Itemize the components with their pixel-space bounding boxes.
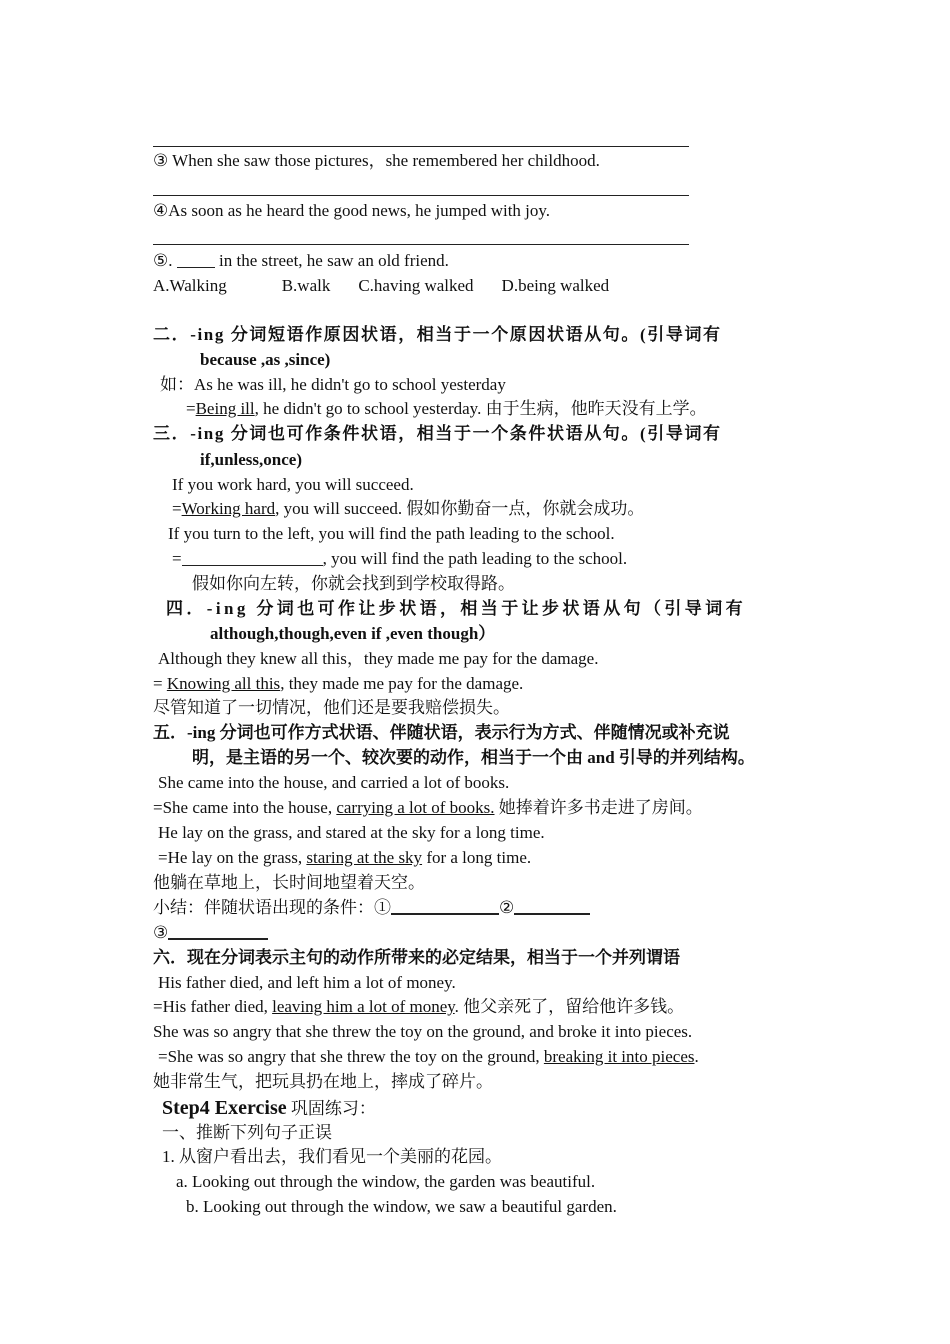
- section-5-heading: 五．-ing 分词也可作方式状语、伴随状语，表示行为方式、伴随情况或补充说: [153, 723, 730, 742]
- s3-example-1: If you work hard, you will succeed.: [172, 475, 414, 494]
- section-2-heading-cont: because ,as ,since): [200, 350, 331, 369]
- summary-blank-1[interactable]: [391, 897, 499, 915]
- section-2-heading: 二．-ing 分词短语作原因状语，相当于一个原因状语从句。(引导词有: [153, 325, 722, 344]
- answer-line[interactable]: [153, 146, 689, 147]
- s3-blank[interactable]: [182, 549, 323, 566]
- exercise-subheading: 一、推断下列句子正误: [162, 1123, 332, 1142]
- s4-example: Although they knew all this，they made me pay for the damage.: [158, 649, 599, 668]
- option-c: C.having walked: [358, 276, 474, 295]
- exercise-q1: 1. 从窗户看出去，我们看见一个美丽的花园。: [162, 1147, 502, 1166]
- section-6-heading: 六．现在分词表示主句的动作所带来的必定结果，相当于一个并列谓语: [153, 948, 680, 967]
- section-4-heading-cont: although,though,even if ,even though）: [210, 624, 496, 643]
- practice-q4: ④As soon as he heard the good news, he jumped with joy.: [153, 201, 551, 220]
- s3-equivalent-1: =Working hard, you will succeed. 假如你勤奋一点，你就会成功。: [172, 499, 645, 518]
- s6-example-1: His father died, and left him a lot of money.: [158, 973, 456, 992]
- exercise-q1-a: a. Looking out through the window, the garden was beautiful.: [176, 1172, 596, 1191]
- s5-summary-3: ③: [153, 922, 268, 944]
- option-a: A.Walking: [153, 276, 227, 295]
- s2-example: 如：As he was ill, he didn't go to school yesterday: [160, 375, 506, 394]
- summary-blank-3[interactable]: [168, 922, 268, 940]
- section-5-heading-cont: 明，是主语的另一个、较次要的动作，相当于一个由 and 引导的并列结构。: [192, 748, 755, 767]
- answer-line[interactable]: [153, 195, 689, 196]
- s4-equivalent: = Knowing all this, they made me pay for the damage.: [153, 674, 524, 693]
- s5-equivalent-1: =She came into the house, carrying a lot of books. 她捧着许多书走进了房间。: [153, 798, 703, 817]
- option-b: B.walk: [281, 276, 331, 295]
- s6-example-2: She was so angry that she threw the toy on the ground, and broke it into pieces.: [153, 1022, 693, 1041]
- option-d: D.being walked: [501, 276, 610, 295]
- s3-example-2: If you turn to the left, you will find the path leading to the school.: [168, 524, 615, 543]
- s5-example-2: He lay on the grass, and stared at the sky for a long time.: [158, 823, 545, 842]
- summary-blank-2[interactable]: [514, 897, 590, 915]
- exercise-q1-b: b. Looking out through the window, we saw a beautiful garden.: [186, 1197, 617, 1216]
- s3-translation: 假如你向左转，你就会找到到学校取得路。: [192, 574, 515, 593]
- s5-example-1: She came into the house, and carried a lot of books.: [158, 773, 510, 792]
- s5-translation: 他躺在草地上，长时间地望着天空。: [153, 873, 425, 892]
- practice-options: [153, 275, 609, 297]
- section-3-heading-cont: if,unless,once): [200, 450, 302, 469]
- s6-equivalent-2: =She was so angry that she threw the toy on the ground, breaking it into pieces.: [158, 1047, 699, 1066]
- s6-translation: 她非常生气，把玩具扔在地上，摔成了碎片。: [153, 1072, 493, 1091]
- section-4-heading: 四．-ing 分词也可作让步状语，相当于让步状语从句（引导词有: [166, 599, 746, 618]
- s3-equivalent-2: = , you will find the path leading to the school.: [172, 549, 628, 568]
- q5-blank[interactable]: [177, 251, 215, 268]
- practice-q3: ③ When she saw those pictures，she remembered her childhood.: [153, 151, 600, 170]
- section-3-heading: 三．-ing 分词也可作条件状语，相当于一个条件状语从句。(引导词有: [153, 424, 722, 443]
- s5-equivalent-2: =He lay on the grass, staring at the sky for a long time.: [158, 848, 532, 867]
- step4-heading: Step4 Exercise 巩固练习：: [162, 1097, 376, 1119]
- s2-equivalent: =Being ill, he didn't go to school yesterday. 由于生病，他昨天没有上学。: [186, 399, 707, 418]
- s6-equivalent-1: =His father died, leaving him a lot of money. 他父亲死了，留给他许多钱。: [153, 997, 685, 1016]
- answer-line[interactable]: [153, 244, 689, 245]
- practice-q5: ⑤. in the street, he saw an old friend.: [153, 251, 449, 270]
- s4-translation: 尽管知道了一切情况，他们还是要我赔偿损失。: [153, 698, 510, 717]
- s5-summary: 小结：伴随状语出现的条件：① ②: [153, 897, 590, 919]
